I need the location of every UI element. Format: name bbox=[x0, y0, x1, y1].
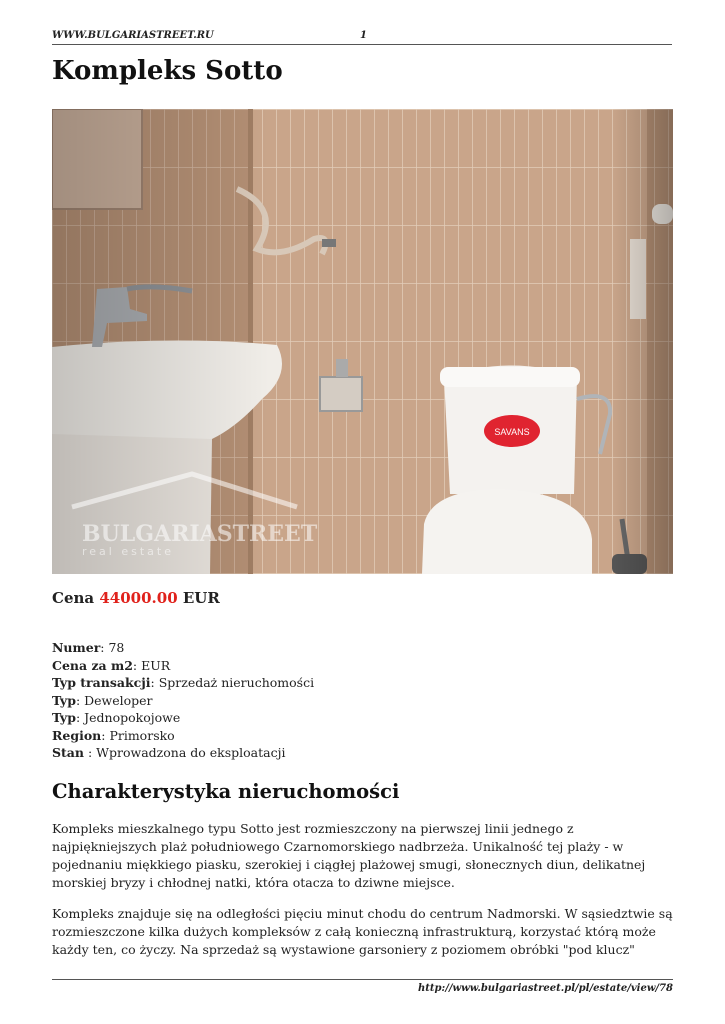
watermark-sub: real estate bbox=[82, 545, 174, 558]
page-header bbox=[52, 30, 672, 45]
page-title: Kompleks Sotto bbox=[52, 56, 283, 86]
header-page-number: 1 bbox=[360, 30, 367, 41]
detail-row-status bbox=[52, 744, 314, 762]
detail-value: : 78 bbox=[100, 640, 125, 655]
detail-row-type bbox=[52, 692, 314, 710]
detail-row-type-rooms bbox=[52, 709, 314, 727]
detail-row-region bbox=[52, 727, 314, 745]
detail-row-transaction-type bbox=[52, 674, 314, 692]
header-site: WWW.BULGARIASTREET.RU bbox=[52, 30, 214, 41]
description-paragraph: Kompleks mieszkalnego typu Sotto jest rozmieszczony na pierwszej linii jednego z najpiękniejszych plaż południowego Czarnomorskiego nadbrzeża. Unikalność tej plaży - w pojednaniu miękkiego piasku, szerokiej i ciągłej plażowej smugi, słonecznych diun, delikatnej morskiej bryzy i chłodnej natki, która otacza to dziwne miejsce. bbox=[52, 821, 646, 890]
detail-row-number bbox=[52, 639, 314, 657]
detail-value: : Deweloper bbox=[75, 692, 153, 708]
detail-label: Stan bbox=[52, 745, 84, 760]
detail-value: : Wprowadzona do eksploatacji bbox=[84, 745, 286, 760]
price-currency: EUR bbox=[182, 589, 220, 607]
detail-value: : Primorsko bbox=[101, 727, 175, 743]
detail-label: Numer bbox=[52, 640, 101, 655]
description-paragraph: Kompleks znajduje się na odległości pięciu minut chodu do centrum Nadmorski. W sąsiedztwie są rozmieszczone kilka dużych kompleksów z całą konieczną infrastrukturą, korzystać którą może każdy ten, co życzy. Na sprzedaż są wystawione garsoniery z poziomem obróbki "pod klucz" bbox=[52, 906, 673, 957]
detail-label: Cena za m2 bbox=[52, 657, 133, 673]
price-line bbox=[52, 589, 220, 607]
detail-label: Typ bbox=[52, 692, 76, 708]
detail-label: Region bbox=[52, 727, 102, 743]
footer-url: http://www.bulgariastreet.pl/pl/estate/view/78 bbox=[418, 983, 673, 994]
property-details bbox=[52, 639, 314, 762]
page-footer bbox=[52, 979, 673, 994]
section-heading: Charakterystyka nieruchomości bbox=[52, 780, 400, 803]
detail-label: Typ bbox=[52, 710, 76, 725]
price-label: Cena bbox=[52, 589, 95, 607]
detail-value: : EUR bbox=[132, 657, 171, 673]
detail-value: : Sprzedaż nieruchomości bbox=[150, 675, 315, 690]
watermark-brand: BULGARIASTREET bbox=[82, 521, 318, 547]
detail-label: Typ transakcji bbox=[52, 675, 151, 690]
detail-value: : Jednopokojowe bbox=[75, 710, 181, 725]
detail-row-price-per-m2 bbox=[52, 657, 314, 675]
price-amount: 44000.00 bbox=[99, 589, 178, 607]
property-photo bbox=[52, 109, 673, 574]
